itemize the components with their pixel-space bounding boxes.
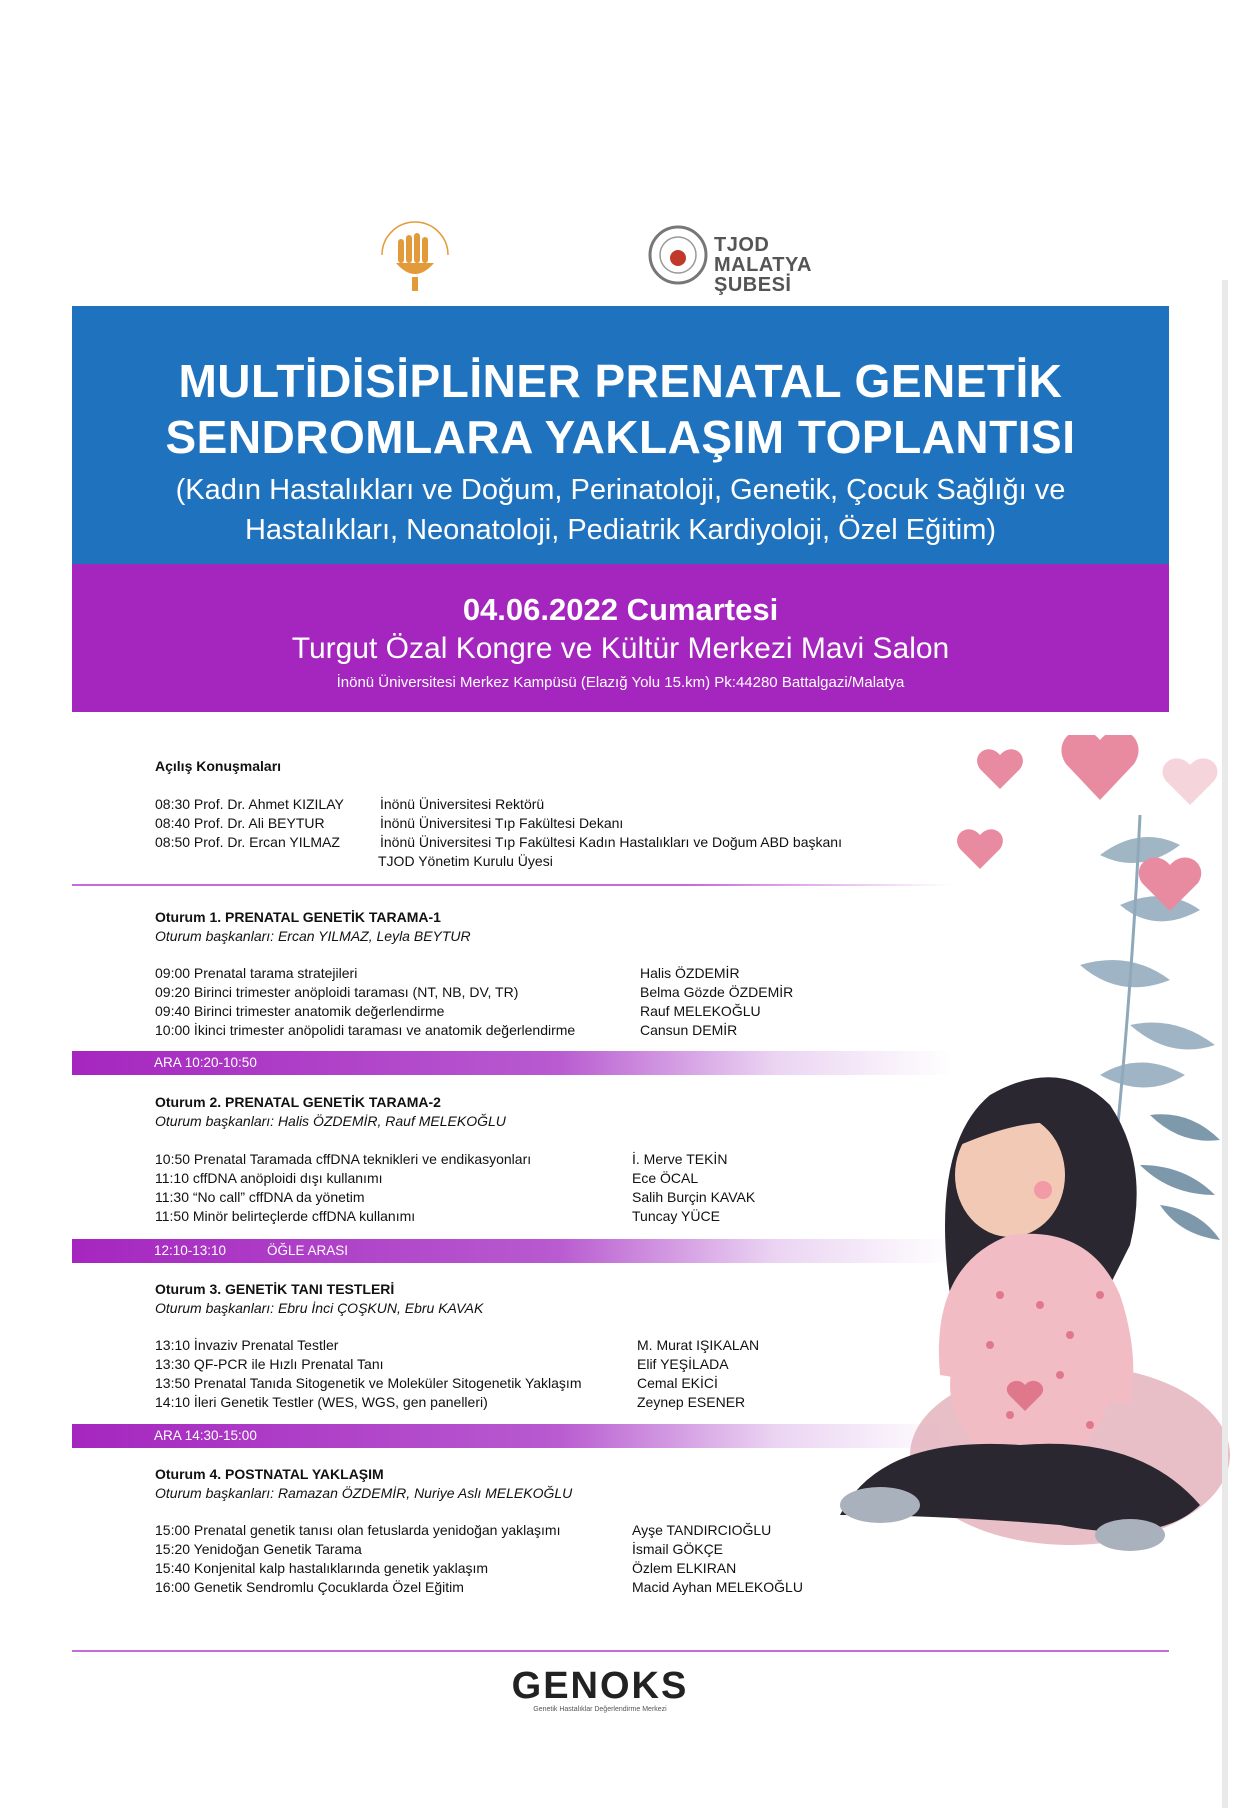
session-2-speaker-1: İ. Merve TEKİN — [632, 1151, 728, 1167]
session-4-talk-3: 15:40 Konjenital kalp hastalıklarında genetik yaklaşım — [155, 1560, 489, 1576]
opening-role-2: İnönü Üniversitesi Tıp Fakültesi Dekanı — [380, 815, 624, 831]
session-4-speaker-1: Ayşe TANDIRCIOĞLU — [632, 1522, 772, 1538]
genoks-brand: GENOKS — [511, 1665, 689, 1707]
divider — [72, 884, 952, 886]
session-1-talk-3: 09:40 Birinci trimester anatomik değerlendirme — [155, 1003, 445, 1019]
date-band — [72, 564, 1169, 712]
session-2-talk-1: 10:50 Prenatal Taramada cffDNA teknikleri ve endikasyonları — [155, 1151, 532, 1167]
session-2-title: Oturum 2. PRENATAL GENETİK TARAMA-2 — [155, 1094, 441, 1110]
university-logo — [370, 215, 460, 295]
session-4-chairs: Oturum başkanları: Ramazan ÖZDEMİR, Nuriye Aslı MELEKOĞLU — [155, 1485, 573, 1501]
session-4-talk-4: 16:00 Genetik Sendromlu Çocuklarda Özel Eğitim — [155, 1579, 464, 1595]
session-3-talk-1: 13:10 İnvaziv Prenatal Testler — [155, 1337, 339, 1353]
session-2-chairs: Oturum başkanları: Halis ÖZDEMİR, Rauf MELEKOĞLU — [155, 1113, 506, 1129]
pregnant-woman-illustration — [800, 735, 1242, 1615]
subtitle-line-1: (Kadın Hastalıkları ve Doğum, Perinatoloji, Genetik, Çocuk Sağlığı ve — [175, 474, 1066, 506]
session-2-talk-3: 11:30 “No call” cffDNA da yönetim — [155, 1189, 365, 1205]
break-1-label: ARA 10:20-10:50 — [154, 1055, 257, 1070]
session-1-speaker-1: Halis ÖZDEMİR — [640, 965, 740, 981]
session-3-speaker-4: Zeynep ESENER — [637, 1394, 746, 1410]
title-line-1: MULTİDİSİPLİNER PRENATAL GENETİK — [178, 355, 1063, 407]
break-bar-2 — [72, 1424, 952, 1448]
session-2-speaker-4: Tuncay YÜCE — [632, 1208, 720, 1224]
session-1-talk-1: 09:00 Prenatal tarama stratejileri — [155, 965, 358, 981]
lunch-time: 12:10-13:10 — [154, 1243, 227, 1258]
title-band — [72, 306, 1169, 564]
session-1-talk-4: 10:00 İkinci trimester anöpolidi taraması ve anatomik değerlendirme — [155, 1022, 576, 1038]
session-1-speaker-2: Belma Gözde ÖZDEMİR — [640, 984, 794, 1000]
session-4-speaker-2: İsmail GÖKÇE — [632, 1541, 724, 1557]
session-1-speaker-4: Cansun DEMİR — [640, 1022, 738, 1038]
session-3-title: Oturum 3. GENETİK TANI TESTLERİ — [155, 1281, 395, 1297]
break-2-label: ARA 14:30-15:00 — [154, 1428, 257, 1443]
opening-role-1: İnönü Üniversitesi Rektörü — [380, 796, 545, 812]
opening-role-3: İnönü Üniversitesi Tıp Fakültesi Kadın Hastalıkları ve Doğum ABD başkanı — [380, 834, 842, 850]
session-4-talk-2: 15:20 Yenidoğan Genetik Tarama — [155, 1541, 362, 1557]
session-4-speaker-3: Özlem ELKIRAN — [632, 1560, 737, 1576]
opening-speaker-2: 08:40 Prof. Dr. Ali BEYTUR — [155, 815, 325, 831]
session-3-speaker-1: M. Murat IŞIKALAN — [637, 1337, 760, 1353]
session-1-talk-2: 09:20 Birinci trimester anöploidi taraması (NT, NB, DV, TR) — [155, 984, 519, 1000]
session-4-talk-1: 15:00 Prenatal genetik tanısı olan fetuslarda yenidoğan yaklaşımı — [155, 1522, 561, 1538]
tjod-seal-icon — [648, 225, 708, 285]
session-1-speaker-3: Rauf MELEKOĞLU — [640, 1003, 761, 1019]
tjod-logo-line2: MALATYA ŞUBESİ — [714, 254, 812, 296]
session-2-speaker-3: Salih Burçin KAVAK — [632, 1189, 756, 1205]
session-4-title: Oturum 4. POSTNATAL YAKLAŞIM — [155, 1466, 384, 1482]
lunch-bar — [72, 1239, 952, 1263]
session-3-speaker-3: Cemal EKİCİ — [637, 1375, 718, 1391]
footer-divider — [72, 1650, 1169, 1652]
lunch-label: ÖĞLE ARASI — [267, 1243, 349, 1258]
genoks-logo — [510, 1665, 690, 1725]
event-date: 04.06.2022 Cumartesi — [462, 592, 779, 627]
break-bar-1 — [72, 1051, 952, 1075]
session-3-talk-4: 14:10 İleri Genetik Testler (WES, WGS, gen panelleri) — [155, 1394, 488, 1410]
tjod-logo — [648, 225, 888, 296]
event-venue: Turgut Özal Kongre ve Kültür Merkezi Mavi Salon — [291, 632, 950, 665]
session-2-talk-2: 11:10 cffDNA anöploidi dışı kullanımı — [155, 1170, 383, 1186]
session-2-speaker-2: Ece ÖCAL — [632, 1170, 699, 1186]
opening-heading: Açılış Konuşmaları — [155, 758, 282, 774]
genoks-subtitle: Genetik Hastalıklar Değerlendirme Merkezi — [533, 1706, 667, 1713]
session-3-speaker-2: Elif YEŞİLADA — [637, 1356, 729, 1372]
session-3-talk-2: 13:30 QF-PCR ile Hızlı Prenatal Tanı — [155, 1356, 384, 1372]
session-3-chairs: Oturum başkanları: Ebru İnci ÇOŞKUN, Ebru KAVAK — [155, 1300, 484, 1316]
session-2-talk-4: 11:50 Minör belirteçlerde cffDNA kullanımı — [155, 1208, 416, 1224]
tjod-logo-line1: TJOD — [714, 234, 770, 256]
scrollbar[interactable] — [1222, 280, 1228, 1808]
session-1-chairs: Oturum başkanları: Ercan YILMAZ, Leyla BEYTUR — [155, 928, 471, 944]
title-line-2: SENDROMLARA YAKLAŞIM TOPLANTISI — [165, 411, 1076, 463]
opening-speaker-1: 08:30 Prof. Dr. Ahmet KIZILAY — [155, 796, 344, 812]
event-address: İnönü Üniversitesi Merkez Kampüsü (Elazığ Yolu 15.km) Pk:44280 Battalgazi/Malatya — [336, 674, 905, 691]
subtitle-line-2: Hastalıkları, Neonatoloji, Pediatrik Kardiyoloji, Özel Eğitim) — [244, 514, 997, 546]
session-4-speaker-4: Macid Ayhan MELEKOĞLU — [632, 1579, 803, 1595]
session-3-talk-3: 13:50 Prenatal Tanıda Sitogenetik ve Moleküler Sitogenetik Yaklaşım — [155, 1375, 582, 1391]
opening-speaker-3: 08:50 Prof. Dr. Ercan YILMAZ — [155, 834, 340, 850]
session-1-title: Oturum 1. PRENATAL GENETİK TARAMA-1 — [155, 909, 441, 925]
opening-role-3-extra: TJOD Yönetim Kurulu Üyesi — [378, 853, 553, 869]
